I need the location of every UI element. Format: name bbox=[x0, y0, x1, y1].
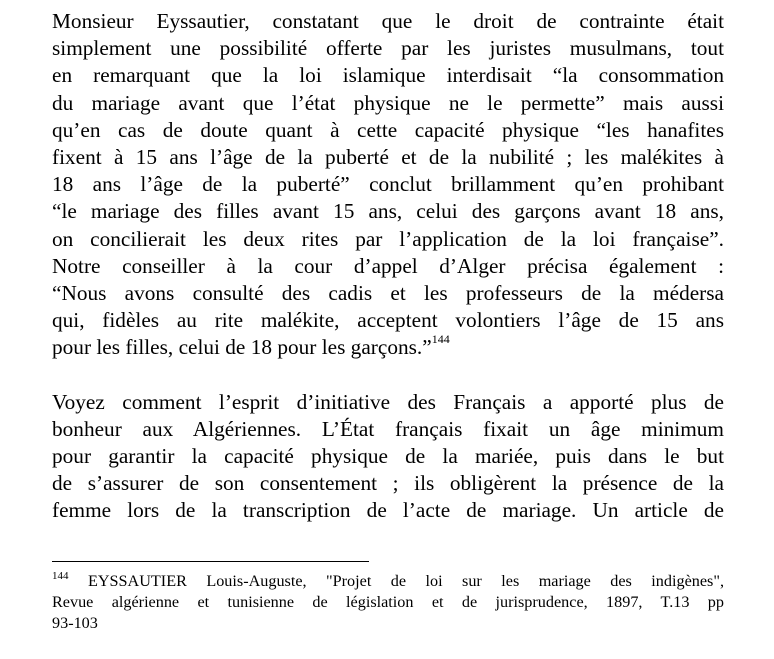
footnote-number: 144 bbox=[52, 569, 69, 582]
paragraph-1-line: Notre conseiller à la cour d’appel d’Alger précisa également : bbox=[52, 253, 724, 278]
paragraph-2-line: bonheur aux Algériennes. L’État français fixait un âge minimum bbox=[52, 416, 724, 441]
footnote-separator bbox=[52, 561, 369, 562]
paragraph-1-line: on concilierait les deux rites par l’application de la loi française”. bbox=[52, 226, 724, 251]
footnote bbox=[52, 571, 724, 634]
paragraph-1-last-line bbox=[52, 334, 724, 361]
paragraph-1-line: du mariage avant que l’état physique ne le permette” mais aussi bbox=[52, 90, 724, 115]
paragraph-2 bbox=[52, 389, 724, 525]
paragraph-2-line: femme lors de la transcription de l’acte de mariage. Un article de bbox=[52, 498, 724, 523]
paragraph-spacer bbox=[52, 362, 724, 389]
paragraph-1-line: fixent à 15 ans l’âge de la puberté et de la nubilité ; les malékites à bbox=[52, 145, 724, 170]
footnote-line: 93-103 bbox=[52, 614, 98, 632]
footnote-line bbox=[52, 571, 724, 592]
document-page bbox=[52, 8, 724, 525]
paragraph-1-line: 18 ans l’âge de la puberté” conclut brillamment qu’en prohibant bbox=[52, 172, 724, 197]
paragraph-1-line: “le mariage des filles avant 15 ans, celui des garçons avant 18 ans, bbox=[52, 199, 724, 224]
paragraph-1-line: qu’en cas de doute quant à cette capacité physique “les hanafites bbox=[52, 117, 724, 142]
paragraph-2-line: pour garantir la capacité physique de la mariée, puis dans le but bbox=[52, 444, 724, 469]
paragraph-2-line: de s’assurer de son consentement ; ils obligèrent la présence de la bbox=[52, 471, 724, 496]
paragraph-1-line: “Nous avons consulté des cadis et les professeurs de la médersa bbox=[52, 281, 724, 306]
paragraph-1-line: qui, fidèles au rite malékite, acceptent volontiers l’âge de 15 ans bbox=[52, 308, 724, 333]
paragraph-1 bbox=[52, 8, 724, 362]
paragraph-1-line: Monsieur Eyssautier, constatant que le droit de contrainte était bbox=[52, 9, 724, 33]
paragraph-2-line: Voyez comment l’esprit d’initiative des Français a apporté plus de bbox=[52, 389, 724, 414]
paragraph-1-line: simplement une possibilité offerte par les juristes musulmans, tout bbox=[52, 36, 724, 61]
paragraph-1-line: en remarquant que la loi islamique interdisait “la consommation bbox=[52, 63, 724, 88]
footnote-reference[interactable]: 144 bbox=[431, 332, 450, 347]
paragraph-1-line-text: pour les filles, celui de 18 pour les garçons.” bbox=[52, 335, 432, 360]
footnote-line: Revue algérienne et tunisienne de législation et de jurisprudence, 1897, T.13 pp bbox=[52, 593, 724, 611]
footnote-line-text: EYSSAUTIER Louis-Auguste, "Projet de loi sur les mariage des indigènes", bbox=[68, 572, 724, 590]
